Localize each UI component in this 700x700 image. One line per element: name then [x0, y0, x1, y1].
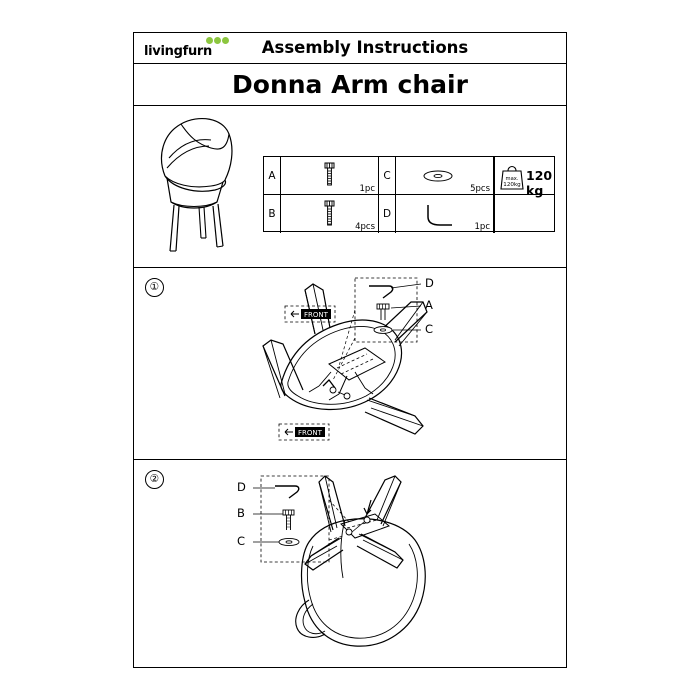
- part-cell-d: [396, 195, 494, 233]
- svg-text:120kg: 120kg: [503, 182, 521, 188]
- callout-label-c: C: [237, 534, 246, 548]
- callout-label-b: B: [237, 506, 245, 520]
- load-cell: [494, 157, 554, 198]
- callout-label-d: D: [237, 480, 246, 494]
- page-title: Donna Arm chair: [133, 64, 567, 106]
- step-number: ②: [145, 470, 164, 489]
- step-2-band: [133, 460, 567, 668]
- table-row: [264, 195, 554, 233]
- load-cell-empty: [494, 195, 554, 233]
- part-letter-c: C: [379, 157, 396, 195]
- weight-icon: [499, 162, 525, 190]
- svg-text:FRONT: FRONT: [304, 311, 328, 319]
- header-title: Assembly Instructions: [261, 38, 469, 57]
- step-number: ①: [145, 278, 164, 297]
- parts-table: [263, 156, 555, 232]
- part-qty-d: 1pc: [474, 222, 490, 232]
- product-illustration: [143, 110, 263, 260]
- svg-text:FRONT: FRONT: [298, 429, 322, 437]
- svg-text:max.: max.: [505, 176, 519, 182]
- header-band: [133, 32, 567, 64]
- step-1-band: [133, 268, 567, 460]
- load-value: 120 kg: [526, 168, 553, 198]
- part-qty-a: 1pc: [359, 184, 375, 194]
- callout-label-c: C: [425, 322, 434, 336]
- part-cell-b: [281, 195, 379, 233]
- part-cell-a: [281, 157, 379, 195]
- part-letter-a: A: [264, 157, 281, 195]
- part-cell-c: [396, 157, 494, 195]
- part-letter-d: D: [379, 195, 396, 233]
- callout-label-d: D: [425, 276, 434, 290]
- part-qty-b: 4pcs: [355, 222, 375, 232]
- part-letter-b: B: [264, 195, 281, 233]
- callout-label-a: A: [425, 298, 433, 312]
- parts-band: [133, 106, 567, 268]
- brand-name: livingfurn: [144, 44, 212, 59]
- part-qty-c: 5pcs: [470, 184, 490, 194]
- table-row: [264, 157, 554, 198]
